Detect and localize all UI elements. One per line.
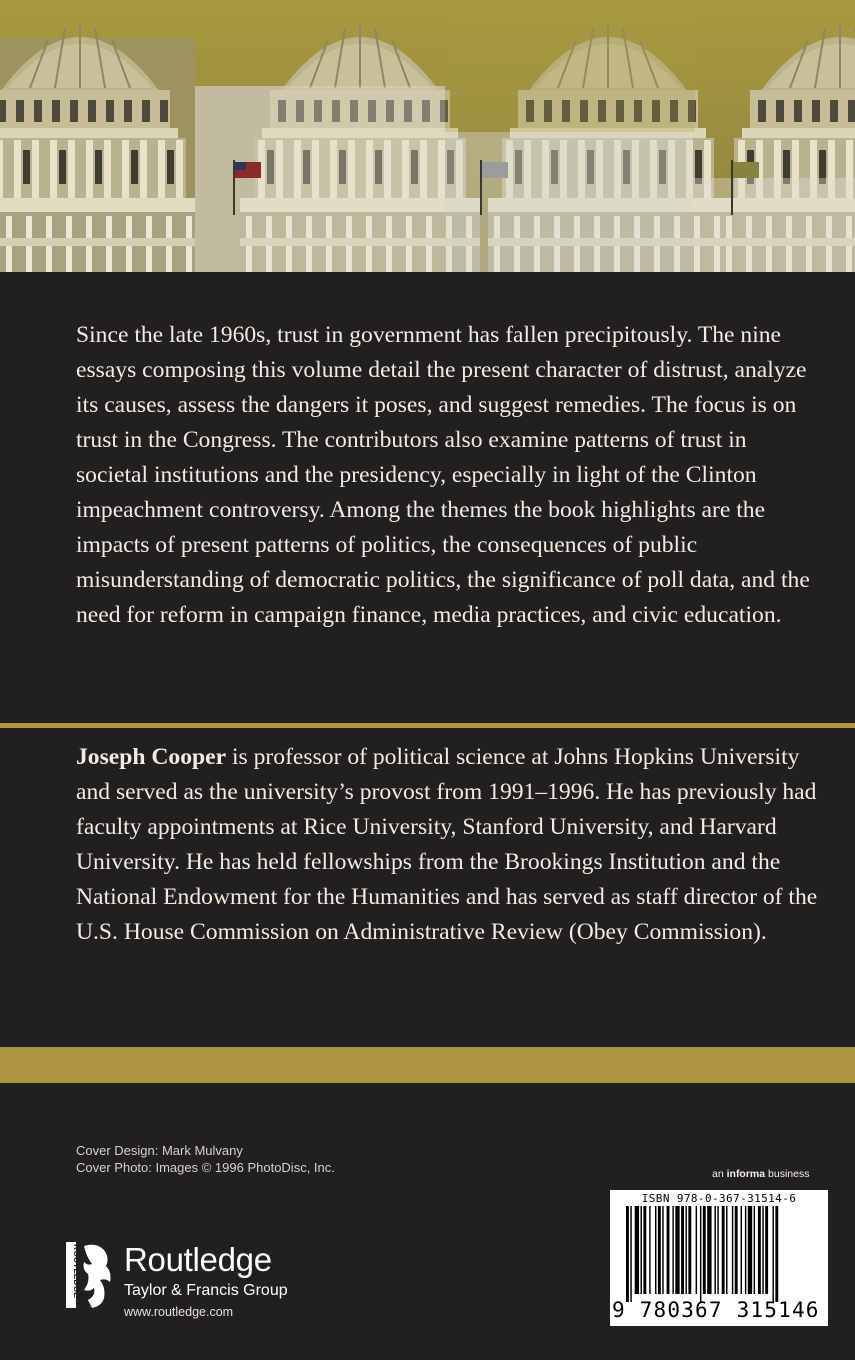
barcode-bars (626, 1206, 816, 1302)
dome-tile-1 (0, 24, 200, 272)
routledge-logo (66, 1240, 326, 1330)
capitol-dome-photo-band (0, 0, 855, 272)
routledge-vertical-wordmark: ROUTLEDGE (72, 1244, 83, 1298)
routledge-name: Routledge (124, 1241, 272, 1278)
author-name: Joseph Cooper (76, 744, 227, 770)
informa-business-tag (712, 1168, 809, 1180)
author-bio-text: is professor of political science at Johns Hopkins University and served as the university’s provost from 1991–1996. He has previously had faculty appointments at Rice University, Stanford University, and Harvard University. He has held fellowships from the Brookings Institution and the National Endowment for the Humanities and has served as staff director of the U.S. House Commission on Administrative Review (Obey Commission). (76, 744, 818, 945)
taylor-francis-group: Taylor & Francis Group (124, 1282, 288, 1299)
cover-credits (76, 1142, 335, 1176)
isbn-label: ISBN 978-0-367-31514-6 (641, 1192, 797, 1205)
cover-design-credit: Cover Design: Mark Mulvany (76, 1143, 243, 1158)
gold-divider (0, 723, 855, 728)
gold-band (0, 1047, 855, 1083)
informa-prefix: an (712, 1168, 727, 1180)
cover-photo-credit: Cover Photo: Images © 1996 PhotoDisc, Inc. (76, 1160, 335, 1175)
capitol-dome-photo (0, 0, 855, 272)
dome-tile-3 (445, 0, 728, 272)
publisher-url[interactable]: www.routledge.com (124, 1305, 234, 1319)
informa-suffix: business (765, 1168, 810, 1180)
barcode-digits: 9 780367 315146 (612, 1298, 820, 1322)
isbn-barcode (610, 1190, 828, 1326)
author-bio (76, 740, 821, 950)
book-description: Since the late 1960s, trust in government has fallen precipitously. The nine essays composing this volume detail the present character of distrust, analyze its causes, assess the dangers it poses, and suggest remedies. The focus is on trust in the Congress. The contributors also examine patterns of trust in societal institutions and the presidency, especially in light of the Clinton impeachment controversy. Among the themes the book highlights are the impacts of present patterns of politics, the consequences of public misunderstanding of democratic politics, the significance of poll data, and the need for reform in campaign finance, media practices, and civic education. (76, 322, 810, 628)
informa-word: informa (726, 1168, 766, 1180)
routledge-horse-icon (66, 1242, 116, 1312)
